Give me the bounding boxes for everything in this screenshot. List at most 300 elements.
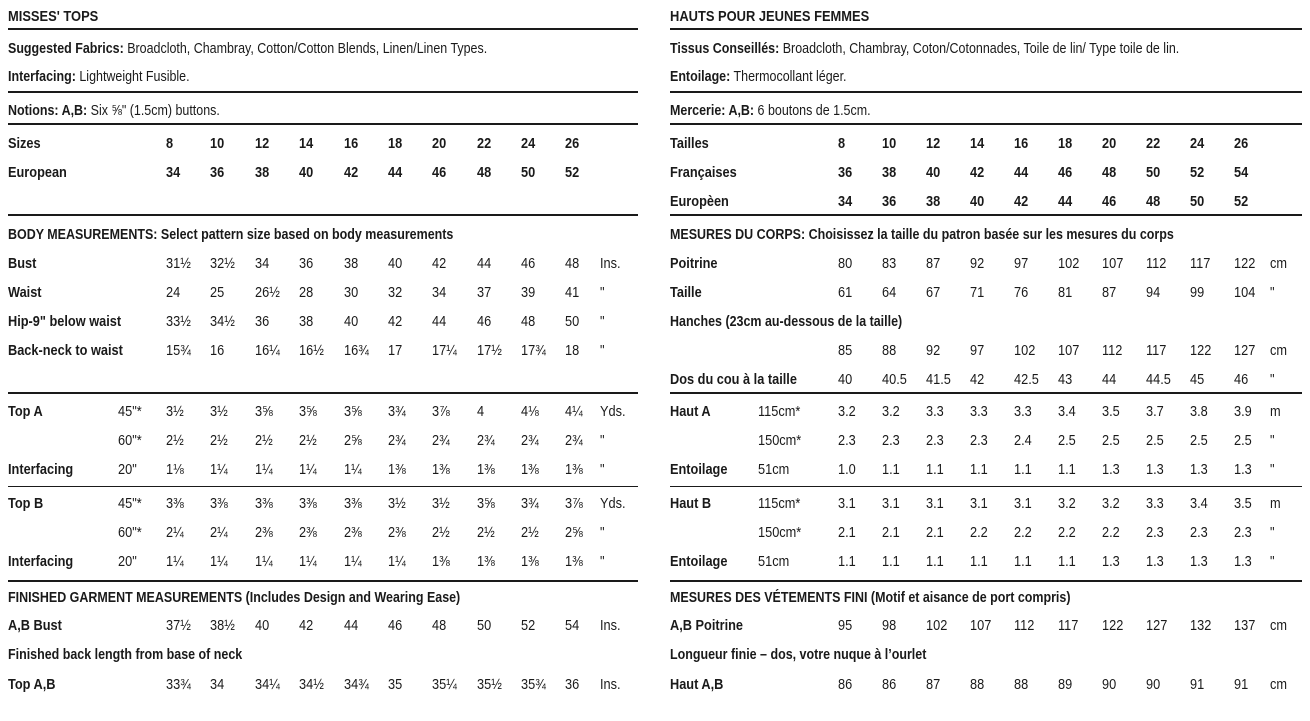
size-value: 20 <box>1102 136 1117 152</box>
size-value: 1.1 <box>970 462 988 478</box>
size-value: 1⅛ <box>166 462 184 478</box>
size-value: 31½ <box>166 256 191 272</box>
size-value: 36 <box>565 677 580 693</box>
size-value: 117 <box>1058 618 1079 634</box>
size-value: 22 <box>477 136 492 152</box>
table-row <box>670 615 1302 637</box>
size-value: 3.1 <box>1014 496 1032 512</box>
size-value: 3.3 <box>926 404 944 420</box>
size-value: 90 <box>1146 677 1161 693</box>
size-value: 4⅛ <box>521 404 539 420</box>
size-value: 42 <box>344 165 359 181</box>
size-value: 35½ <box>477 677 502 693</box>
size-value: 16½ <box>299 343 324 359</box>
size-value: 35 <box>388 677 403 693</box>
size-value: 2½ <box>477 525 495 541</box>
size-value: 3⅝ <box>344 404 362 420</box>
unit-label: Yds. <box>600 404 626 420</box>
size-value: 15¾ <box>166 343 191 359</box>
row-label: Interfacing <box>8 462 74 478</box>
size-value: 42.5 <box>1014 372 1039 388</box>
size-value: 88 <box>970 677 985 693</box>
size-value: 48 <box>521 314 536 330</box>
table-row <box>8 551 638 573</box>
row-label: Entoilage <box>670 462 728 478</box>
unit-label: " <box>600 314 605 330</box>
size-value: 2.5 <box>1102 433 1120 449</box>
size-value: 16¾ <box>344 343 369 359</box>
body-measurements-heading: BODY MEASUREMENTS: Select pattern size based on body measurements <box>8 227 454 243</box>
size-value: 3⅜ <box>299 496 317 512</box>
size-value: 1⅜ <box>432 462 450 478</box>
size-value: 112 <box>1014 618 1035 634</box>
size-value: 46 <box>432 165 447 181</box>
size-value: 91 <box>1190 677 1205 693</box>
size-value: 1⅜ <box>565 554 583 570</box>
size-value: 76 <box>1014 285 1029 301</box>
size-value: 8 <box>838 136 846 152</box>
size-value: 2⅝ <box>344 433 362 449</box>
size-value: 26½ <box>255 285 280 301</box>
size-value: 2.1 <box>926 525 944 541</box>
row-label: Back-neck to waist <box>8 343 123 359</box>
unit-label: " <box>600 525 605 541</box>
size-value: 3.4 <box>1058 404 1076 420</box>
table-row <box>8 522 638 544</box>
size-value: 127 <box>1234 343 1256 359</box>
size-value: 36 <box>210 165 225 181</box>
row-sublabel: 45"* <box>118 496 142 512</box>
size-value: 3.1 <box>926 496 944 512</box>
size-value: 44 <box>388 165 403 181</box>
size-value: 41 <box>565 285 580 301</box>
size-value: 1⅜ <box>477 554 495 570</box>
size-value: 2.3 <box>1190 525 1208 541</box>
size-value: 39 <box>521 285 536 301</box>
size-value: 2½ <box>299 433 317 449</box>
divider <box>8 392 638 394</box>
divider <box>670 392 1302 394</box>
size-value: 38 <box>926 194 941 210</box>
size-value: 1.1 <box>1058 462 1076 478</box>
size-value: 3.2 <box>838 404 856 420</box>
size-value: 36 <box>255 314 270 330</box>
size-value: 3¾ <box>521 496 539 512</box>
unit-label: " <box>600 554 605 570</box>
unit-label: Ins. <box>600 618 621 634</box>
size-value: 14 <box>970 136 985 152</box>
size-value: 44 <box>432 314 447 330</box>
row-label: Haut A,B <box>670 677 724 693</box>
size-value: 2.1 <box>882 525 900 541</box>
size-value: 44.5 <box>1146 372 1171 388</box>
size-value: 1.3 <box>1190 462 1208 478</box>
size-value: 102 <box>1058 256 1080 272</box>
table-row <box>670 493 1302 515</box>
row-sublabel: 60"* <box>118 433 142 449</box>
row-label: Poitrine <box>670 256 718 272</box>
unit-label: " <box>1270 372 1275 388</box>
size-value: 64 <box>882 285 897 301</box>
size-value: 3.4 <box>1190 496 1208 512</box>
size-value: 40 <box>388 256 403 272</box>
row-label: Entoilage <box>670 554 728 570</box>
row-label: A,B Bust <box>8 618 62 634</box>
row-label: Françaises <box>670 165 737 181</box>
size-value: 107 <box>970 618 992 634</box>
size-value: 1¼ <box>166 554 184 570</box>
size-value: 86 <box>882 677 897 693</box>
size-value: 3.3 <box>1146 496 1164 512</box>
size-value: 1.3 <box>1234 462 1252 478</box>
fabrics-label: Suggested Fabrics: <box>8 41 124 57</box>
size-value: 52 <box>521 618 536 634</box>
row-label: Sizes <box>8 136 41 152</box>
table-row <box>670 674 1302 696</box>
row-sublabel: 51cm <box>758 462 790 478</box>
row-label: Top A <box>8 404 43 420</box>
size-value: 3½ <box>166 404 184 420</box>
size-value: 95 <box>838 618 853 634</box>
unit-label: Yds. <box>600 496 626 512</box>
interfacing-value: Thermocollant léger. <box>730 69 847 85</box>
size-value: 3.2 <box>882 404 900 420</box>
divider <box>8 214 638 216</box>
size-value: 117 <box>1190 256 1211 272</box>
size-value: 12 <box>255 136 270 152</box>
size-value: 2.5 <box>1190 433 1208 449</box>
size-value: 1.1 <box>926 554 944 570</box>
size-value: 52 <box>1234 194 1249 210</box>
unit-label: " <box>600 462 605 478</box>
size-value: 37 <box>477 285 492 301</box>
unit-label: m <box>1270 404 1281 420</box>
size-value: 36 <box>838 165 853 181</box>
size-value: 16 <box>210 343 225 359</box>
size-value: 4¼ <box>565 404 583 420</box>
interfacing-value: Lightweight Fusible. <box>75 69 190 85</box>
row-sublabel: 20" <box>118 462 137 478</box>
size-value: 87 <box>926 256 941 272</box>
size-value: 38 <box>344 256 359 272</box>
unit-label: cm <box>1270 343 1288 359</box>
size-value: 24 <box>1190 136 1205 152</box>
unit-label: " <box>600 433 605 449</box>
size-value: 54 <box>1234 165 1249 181</box>
size-value: 1.1 <box>882 554 900 570</box>
size-value: 2.2 <box>1102 525 1120 541</box>
size-value: 43 <box>1058 372 1073 388</box>
table-row <box>670 340 1302 362</box>
size-value: 87 <box>1102 285 1117 301</box>
row-sublabel: 150cm* <box>758 433 802 449</box>
table-row <box>8 340 638 362</box>
size-value: 71 <box>970 285 985 301</box>
unit-label: cm <box>1270 256 1288 272</box>
size-value: 3⅜ <box>210 496 228 512</box>
size-value: 50 <box>565 314 580 330</box>
size-value: 1.3 <box>1234 554 1252 570</box>
row-label: Top B <box>8 496 44 512</box>
size-value: 97 <box>970 343 985 359</box>
size-value: 24 <box>521 136 536 152</box>
size-value: 1.0 <box>838 462 856 478</box>
size-value: 3½ <box>210 404 228 420</box>
size-value: 3.3 <box>970 404 988 420</box>
row-sublabel: 45"* <box>118 404 142 420</box>
size-value: 1¼ <box>255 462 273 478</box>
size-value: 1.3 <box>1146 554 1164 570</box>
size-value: 92 <box>926 343 941 359</box>
notions-line <box>670 102 871 120</box>
size-value: 2.4 <box>1014 433 1032 449</box>
divider <box>670 91 1302 93</box>
notions-label: Notions: A,B: <box>8 103 88 119</box>
size-value: 1⅜ <box>432 554 450 570</box>
size-value: 3⅝ <box>477 496 495 512</box>
size-value: 3.7 <box>1146 404 1164 420</box>
divider <box>8 91 638 93</box>
size-value: 3⅞ <box>565 496 583 512</box>
unit-label: cm <box>1270 677 1288 693</box>
size-value: 44 <box>1102 372 1117 388</box>
size-value: 50 <box>1190 194 1205 210</box>
size-value: 2½ <box>521 525 539 541</box>
size-value: 2¾ <box>565 433 583 449</box>
back-length-heading: Longueur finie – dos, votre nuque à l’ourlet <box>670 647 927 663</box>
size-value: 132 <box>1190 618 1212 634</box>
size-value: 1.1 <box>970 554 988 570</box>
unit-label: " <box>600 343 605 359</box>
size-value: 1¼ <box>210 554 228 570</box>
table-row <box>670 253 1302 275</box>
size-value: 112 <box>1146 256 1167 272</box>
size-value: 2¼ <box>210 525 228 541</box>
size-value: 122 <box>1190 343 1212 359</box>
row-sublabel: 20" <box>118 554 137 570</box>
size-value: 1.1 <box>882 462 900 478</box>
size-value: 50 <box>477 618 492 634</box>
size-value: 18 <box>1058 136 1073 152</box>
size-value: 2.2 <box>1058 525 1076 541</box>
interfacing-label: Interfacing: <box>8 69 76 85</box>
size-value: 86 <box>838 677 853 693</box>
size-value: 25 <box>210 285 225 301</box>
size-value: 46 <box>1102 194 1117 210</box>
size-value: 3½ <box>388 496 406 512</box>
unit-label: cm <box>1270 618 1288 634</box>
size-value: 1¼ <box>299 462 317 478</box>
size-value: 38 <box>882 165 897 181</box>
row-label: Taille <box>670 285 702 301</box>
size-value: 2¾ <box>521 433 539 449</box>
size-value: 17¼ <box>432 343 457 359</box>
size-value: 2¾ <box>432 433 450 449</box>
size-value: 17¾ <box>521 343 546 359</box>
size-value: 34 <box>166 165 181 181</box>
size-value: 2.2 <box>1014 525 1032 541</box>
size-value: 2¼ <box>166 525 184 541</box>
size-value: 16 <box>1014 136 1029 152</box>
size-value: 1¼ <box>344 462 362 478</box>
unit-label: " <box>600 285 605 301</box>
size-value: 3.5 <box>1102 404 1120 420</box>
size-value: 67 <box>926 285 941 301</box>
size-value: 28 <box>299 285 314 301</box>
notions-value: 6 boutons de 1.5cm. <box>754 103 871 119</box>
divider <box>8 123 638 125</box>
size-value: 34½ <box>299 677 324 693</box>
size-value: 102 <box>1014 343 1036 359</box>
size-value: 44 <box>1014 165 1029 181</box>
finished-measurements-heading: MESURES DES VÉTEMENTS FINI (Motif et aisance de port compris) <box>670 590 1071 606</box>
size-value: 41.5 <box>926 372 951 388</box>
fabrics-value: Broadcloth, Chambray, Coton/Cotonnades, Toile de lin/ Type toile de lin. <box>779 41 1180 57</box>
size-value: 3.5 <box>1234 496 1252 512</box>
size-value: 46 <box>1234 372 1249 388</box>
size-value: 2.5 <box>1146 433 1164 449</box>
size-value: 50 <box>521 165 536 181</box>
english-panel <box>8 0 638 721</box>
table-row <box>8 282 638 304</box>
size-value: 3⅜ <box>344 496 362 512</box>
row-sublabel: 60"* <box>118 525 142 541</box>
size-value: 40 <box>344 314 359 330</box>
fabrics-label: Tissus Conseillés: <box>670 41 780 57</box>
size-value: 42 <box>388 314 403 330</box>
unit-label: Ins. <box>600 256 621 272</box>
size-value: 2.3 <box>1146 525 1164 541</box>
unit-label: " <box>1270 285 1275 301</box>
size-value: 91 <box>1234 677 1249 693</box>
row-label: A,B Poitrine <box>670 618 744 634</box>
size-value: 52 <box>565 165 580 181</box>
size-value: 10 <box>882 136 897 152</box>
table-row <box>670 401 1302 423</box>
size-value: 46 <box>388 618 403 634</box>
size-value: 1.1 <box>926 462 944 478</box>
size-value: 97 <box>1014 256 1029 272</box>
size-value: 3.2 <box>1102 496 1120 512</box>
size-value: 2.3 <box>926 433 944 449</box>
size-value: 1.3 <box>1102 462 1120 478</box>
size-value: 3.8 <box>1190 404 1208 420</box>
size-value: 34¼ <box>255 677 280 693</box>
size-value: 18 <box>565 343 580 359</box>
size-value: 22 <box>1146 136 1161 152</box>
table-row <box>8 459 638 481</box>
row-sublabel: 115cm* <box>758 496 801 512</box>
table-row <box>8 430 638 452</box>
size-value: 92 <box>970 256 985 272</box>
table-row <box>670 459 1302 481</box>
size-value: 3.1 <box>970 496 988 512</box>
table-row <box>670 191 1302 213</box>
size-value: 48 <box>565 256 580 272</box>
french-panel <box>670 0 1302 721</box>
size-value: 36 <box>299 256 314 272</box>
size-value: 17½ <box>477 343 502 359</box>
size-value: 83 <box>882 256 897 272</box>
hip-heading: Hanches (23cm au-dessous de la taille) <box>670 314 903 330</box>
size-value: 2.1 <box>838 525 856 541</box>
size-value: 14 <box>299 136 314 152</box>
size-value: 30 <box>344 285 359 301</box>
size-value: 42 <box>432 256 447 272</box>
size-value: 26 <box>565 136 580 152</box>
size-value: 45 <box>1190 372 1205 388</box>
size-value: 44 <box>477 256 492 272</box>
size-value: 1⅜ <box>521 462 539 478</box>
size-value: 107 <box>1102 256 1124 272</box>
size-value: 52 <box>1190 165 1205 181</box>
row-label: Haut B <box>670 496 712 512</box>
size-value: 42 <box>970 165 985 181</box>
unit-label: " <box>1270 554 1275 570</box>
size-value: 1⅜ <box>521 554 539 570</box>
size-value: 46 <box>521 256 536 272</box>
size-value: 35¼ <box>432 677 457 693</box>
size-value: 3⅝ <box>299 404 317 420</box>
size-value: 40 <box>255 618 270 634</box>
interfacing-line <box>670 68 847 86</box>
fabrics-line <box>670 40 1179 58</box>
finished-measurements-heading: FINISHED GARMENT MEASUREMENTS (Includes Design and Wearing Ease) <box>8 590 461 606</box>
size-value: 2.3 <box>882 433 900 449</box>
size-value: 2⅜ <box>299 525 317 541</box>
size-value: 94 <box>1146 285 1161 301</box>
size-value: 24 <box>166 285 181 301</box>
interfacing-label: Entoilage: <box>670 69 731 85</box>
size-value: 99 <box>1190 285 1205 301</box>
size-value: 20 <box>432 136 447 152</box>
size-value: 1¼ <box>210 462 228 478</box>
size-value: 1.3 <box>1146 462 1164 478</box>
size-value: 112 <box>1102 343 1123 359</box>
size-value: 12 <box>926 136 941 152</box>
size-value: 3⅜ <box>255 496 273 512</box>
size-value: 38½ <box>210 618 235 634</box>
size-value: 40 <box>299 165 314 181</box>
row-label: Tailles <box>670 136 709 152</box>
size-value: 38 <box>255 165 270 181</box>
size-value: 3.2 <box>1058 496 1076 512</box>
size-value: 34 <box>210 677 225 693</box>
fabrics-value: Broadcloth, Chambray, Cotton/Cotton Blends, Linen/Linen Types. <box>123 41 488 57</box>
size-value: 34¾ <box>344 677 369 693</box>
size-value: 3.3 <box>1014 404 1032 420</box>
panel-title: HAUTS POUR JEUNES FEMMES <box>670 8 870 25</box>
size-value: 1.3 <box>1102 554 1120 570</box>
size-value: 1.1 <box>1014 554 1032 570</box>
size-value: 98 <box>882 618 897 634</box>
size-value: 3½ <box>432 496 450 512</box>
unit-label: Ins. <box>600 677 621 693</box>
divider <box>670 486 1302 487</box>
size-value: 2.3 <box>838 433 856 449</box>
interfacing-line <box>8 68 190 86</box>
size-value: 3⅝ <box>255 404 273 420</box>
unit-label: " <box>1270 433 1275 449</box>
table-row <box>8 253 638 275</box>
size-value: 34 <box>432 285 447 301</box>
row-label: European <box>8 165 67 181</box>
table-row <box>8 674 638 696</box>
size-value: 1¼ <box>255 554 273 570</box>
size-value: 38 <box>299 314 314 330</box>
size-value: 48 <box>432 618 447 634</box>
size-value: 122 <box>1234 256 1256 272</box>
